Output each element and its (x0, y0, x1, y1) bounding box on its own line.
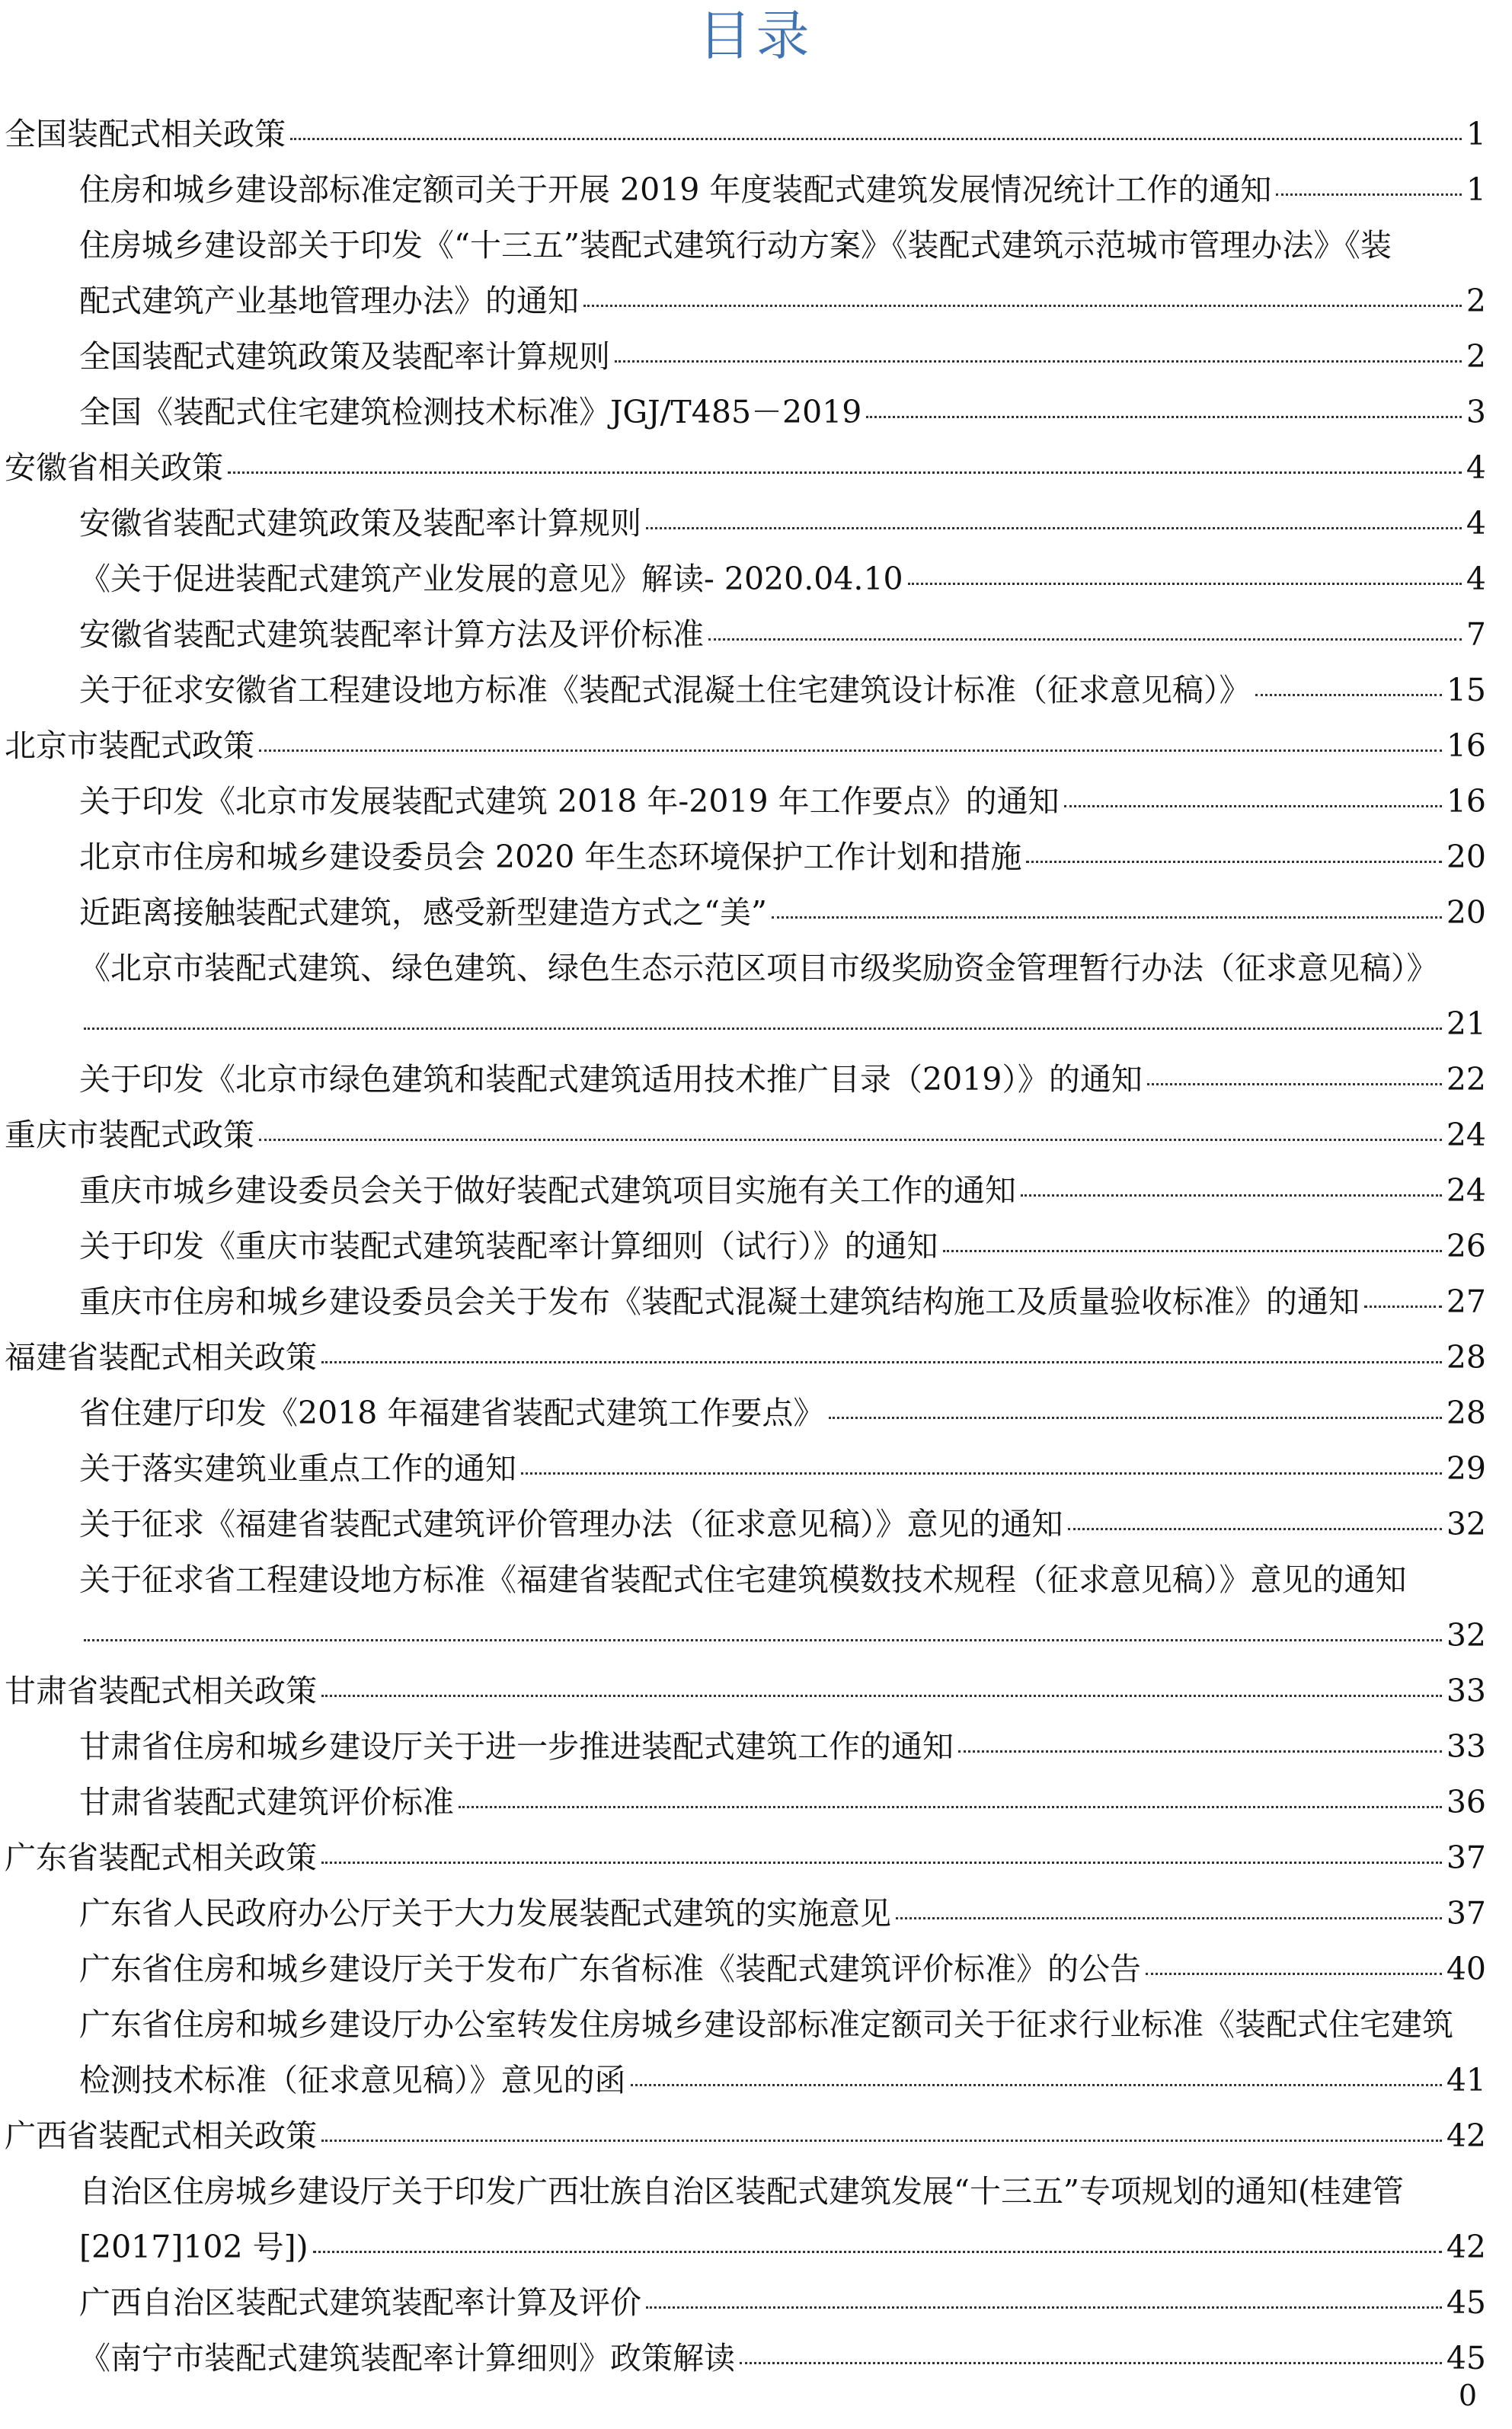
toc-page-number: 15 (1446, 672, 1486, 708)
toc-entry-text: 安徽省装配式建筑装配率计算方法及评价标准 (79, 616, 704, 653)
dot-leader (459, 1775, 1442, 1808)
toc-entry-text: 广西省装配式相关政策 (5, 2117, 317, 2154)
page-number: 0 (1458, 2379, 1477, 2412)
toc-item-entry[interactable] (5, 1385, 1486, 1441)
toc-page-number: 36 (1446, 1784, 1486, 1820)
toc-item-entry[interactable] (5, 2053, 1486, 2108)
toc-page-number: 45 (1446, 2340, 1486, 2376)
toc-entry-text: 《南宁市装配式建筑装配率计算细则》政策解读 (79, 2340, 735, 2376)
dot-leader (958, 1719, 1442, 1753)
toc-entry-text: 安徽省相关政策 (5, 449, 223, 486)
toc-page-number: 37 (1446, 1895, 1486, 1932)
toc-page-number: 7 (1466, 616, 1486, 653)
dot-leader (943, 1219, 1442, 1252)
toc-entry-text: 关于征求省工程建设地方标准《福建省装配式住宅建筑模数技术规程（征求意见稿）》意见的通知 (79, 1561, 1407, 1598)
toc-page-number: 32 (1446, 1506, 1486, 1542)
toc-page-number: 33 (1446, 1728, 1486, 1765)
toc-page-number: 3 (1466, 394, 1486, 430)
toc-page-number: 4 (1466, 505, 1486, 542)
dot-leader (866, 385, 1462, 418)
toc-entry-text: 近距离接触装配式建筑，感受新型建造方式之“美” (79, 894, 767, 931)
toc-page-number: 24 (1446, 1172, 1486, 1209)
toc-item-entry[interactable] (5, 941, 1486, 996)
toc-entry-text: 全国装配式相关政策 (5, 116, 286, 152)
toc-entry-text: 《北京市装配式建筑、绿色建筑、绿色生态示范区项目市级奖励资金管理暂行办法（征求意见稿）》 (79, 950, 1438, 986)
toc-entry-text: 关于落实建筑业重点工作的通知 (79, 1450, 516, 1487)
toc-page-number: 32 (1446, 1617, 1486, 1654)
toc-entry-text: 甘肃省装配式建筑评价标准 (79, 1784, 454, 1820)
toc-entry-text: 广东省装配式相关政策 (5, 1839, 317, 1876)
toc-item-entry[interactable] (5, 1441, 1486, 1497)
toc-entry-text: 广西自治区装配式建筑装配率计算及评价 (79, 2284, 641, 2321)
dot-leader (1064, 774, 1442, 807)
toc-page-number: 33 (1446, 1673, 1486, 1709)
dot-leader (896, 1886, 1442, 1919)
dot-leader (313, 2220, 1442, 2253)
dot-leader (646, 496, 1462, 529)
toc-title: 目录 (698, 5, 814, 67)
toc-entry-text: 《关于促进装配式建筑产业发展的意见》解读- 2020.04.10 (79, 561, 903, 597)
toc-entry-text: 住房城乡建设部关于印发《“十三五”装配式建筑行动方案》《装配式建筑示范城市管理办法》《装 (79, 227, 1392, 264)
toc-item-entry[interactable] (5, 1886, 1486, 1942)
dot-leader (1026, 829, 1441, 863)
toc-page-number: 2 (1466, 283, 1486, 319)
toc-page-number: 24 (1446, 1117, 1486, 1153)
toc-entry-text: 广东省住房和城乡建设厅办公室转发住房城乡建设部标准定额司关于征求行业标准《装配式住宅建筑 (79, 2006, 1453, 2043)
toc-entry-text: 重庆市住房和城乡建设委员会关于发布《装配式混凝土建筑结构施工及质量验收标准》的通知 (79, 1283, 1360, 1320)
toc-item-entry[interactable] (5, 1163, 1486, 1219)
dot-leader (631, 2053, 1442, 2086)
toc-item-entry[interactable] (5, 829, 1486, 885)
toc-item-entry[interactable] (5, 1219, 1486, 1274)
toc-entry-text: 甘肃省装配式相关政策 (5, 1673, 317, 1709)
toc-entry-text: 全国《装配式住宅建筑检测技术标准》JGJ/T485－2019 (79, 394, 862, 430)
toc-entry-text: 省住建厅印发《2018 年福建省装配式建筑工作要点》 (79, 1395, 825, 1431)
dot-leader (646, 2275, 1442, 2309)
toc-item-entry[interactable] (5, 996, 1486, 1052)
toc-page-number: 20 (1446, 894, 1486, 931)
toc-item-entry[interactable] (5, 1942, 1486, 1997)
toc-entry-text: 甘肃省住房和城乡建设厅关于进一步推进装配式建筑工作的通知 (79, 1728, 954, 1765)
dot-leader (583, 273, 1462, 307)
toc-entry-text: [2017]102 号]) (79, 2229, 308, 2265)
toc-page-number: 29 (1446, 1450, 1486, 1487)
dot-leader (615, 329, 1462, 363)
toc-entry-text: 安徽省装配式建筑政策及装配率计算规则 (79, 505, 641, 542)
toc-section-entry[interactable] (5, 1330, 1486, 1385)
toc-page-number: 42 (1446, 2229, 1486, 2265)
dot-leader (740, 2331, 1442, 2364)
dot-leader (772, 885, 1442, 919)
toc-item-entry[interactable] (5, 162, 1486, 218)
toc-entry-text: 广东省住房和城乡建设厅关于发布广东省标准《装配式建筑评价标准》的公告 (79, 1951, 1141, 1987)
toc-page-number: 2 (1466, 338, 1486, 375)
toc-item-entry[interactable] (5, 1497, 1486, 1552)
toc-item-entry[interactable] (5, 551, 1486, 607)
toc-page-number: 21 (1446, 1005, 1486, 1042)
toc-item-entry[interactable] (5, 1608, 1486, 1664)
toc-item-entry[interactable] (5, 2220, 1486, 2275)
dot-leader (1068, 1497, 1442, 1530)
dot-leader (259, 718, 1442, 752)
toc-page-number: 4 (1466, 449, 1486, 486)
toc-page-number: 28 (1446, 1339, 1486, 1376)
dot-leader (521, 1441, 1442, 1475)
dot-leader (321, 1664, 1442, 1697)
dot-leader (1276, 162, 1462, 196)
toc-section-entry[interactable] (5, 2108, 1486, 2164)
toc-item-entry[interactable] (5, 1719, 1486, 1775)
dot-leader (1364, 1274, 1442, 1308)
dot-leader (84, 1608, 1442, 1641)
toc-entry-text: 检测技术标准（征求意见稿）》意见的函 (79, 2062, 626, 2098)
toc-item-entry[interactable] (5, 885, 1486, 941)
toc-section-entry[interactable] (5, 1107, 1486, 1163)
toc-section-entry[interactable] (5, 440, 1486, 496)
toc-page-number: 4 (1466, 561, 1486, 597)
toc-item-entry[interactable] (5, 385, 1486, 440)
toc-entry-text: 关于征求安徽省工程建设地方标准《装配式混凝土住宅建筑设计标准（征求意见稿）》 (79, 672, 1251, 708)
toc-entry-text: 配式建筑产业基地管理办法》的通知 (79, 283, 579, 319)
toc-entry-text: 北京市装配式政策 (5, 727, 254, 764)
dot-leader (259, 1107, 1442, 1141)
toc-page-number: 22 (1446, 1061, 1486, 1098)
toc-entry-text: 关于印发《北京市绿色建筑和装配式建筑适用技术推广目录（2019）》的通知 (79, 1061, 1143, 1098)
toc-page-number: 1 (1466, 171, 1486, 208)
toc-entry-text: 自治区住房城乡建设厅关于印发广西壮族自治区装配式建筑发展“十三五”专项规划的通知(桂建管 (79, 2173, 1404, 2210)
toc-page-number: 28 (1446, 1395, 1486, 1431)
toc-section-entry[interactable] (5, 1830, 1486, 1886)
toc-page-number: 26 (1446, 1228, 1486, 1264)
dot-leader (1021, 1163, 1442, 1197)
table-of-contents (5, 107, 1486, 2386)
dot-leader (228, 440, 1462, 474)
dot-leader (321, 1830, 1442, 1864)
toc-item-entry[interactable] (5, 329, 1486, 385)
toc-page-number: 16 (1446, 727, 1486, 764)
toc-page-number: 20 (1446, 839, 1486, 875)
toc-item-entry[interactable] (5, 1997, 1486, 2053)
dot-leader (1147, 1052, 1442, 1085)
toc-page-number: 41 (1446, 2062, 1486, 2098)
toc-entry-text: 北京市住房和城乡建设委员会 2020 年生态环境保护工作计划和措施 (79, 839, 1022, 875)
dot-leader (84, 996, 1442, 1030)
toc-entry-text: 住房和城乡建设部标准定额司关于开展 2019 年度装配式建筑发展情况统计工作的通知 (79, 171, 1272, 208)
toc-item-entry[interactable] (5, 2331, 1486, 2386)
toc-item-entry[interactable] (5, 496, 1486, 551)
toc-page-number: 40 (1446, 1951, 1486, 1987)
dot-leader (290, 107, 1462, 140)
toc-item-entry[interactable] (5, 218, 1486, 273)
toc-item-entry[interactable] (5, 1274, 1486, 1330)
toc-section-entry[interactable] (5, 718, 1486, 774)
toc-item-entry[interactable] (5, 2164, 1486, 2220)
toc-page-number: 1 (1466, 116, 1486, 152)
toc-entry-text: 重庆市装配式政策 (5, 1117, 254, 1153)
toc-entry-text: 重庆市城乡建设委员会关于做好装配式建筑项目实施有关工作的通知 (79, 1172, 1016, 1209)
toc-page-number: 45 (1446, 2284, 1486, 2321)
toc-entry-text: 广东省人民政府办公厅关于大力发展装配式建筑的实施意见 (79, 1895, 891, 1932)
toc-page-number: 42 (1446, 2117, 1486, 2154)
dot-leader (321, 2108, 1442, 2142)
toc-entry-text: 全国装配式建筑政策及装配率计算规则 (79, 338, 610, 375)
toc-entry-text: 关于征求《福建省装配式建筑评价管理办法（征求意见稿）》意见的通知 (79, 1506, 1063, 1542)
toc-page-number: 37 (1446, 1839, 1486, 1876)
toc-page-number: 16 (1446, 783, 1486, 820)
toc-entry-text: 关于印发《重庆市装配式建筑装配率计算细则（试行）》的通知 (79, 1228, 938, 1264)
dot-leader (1146, 1942, 1442, 1975)
dot-leader (708, 607, 1462, 641)
dot-leader (321, 1330, 1442, 1363)
toc-entry-text: 关于印发《北京市发展装配式建筑 2018 年-2019 年工作要点》的通知 (79, 783, 1060, 820)
dot-leader (1255, 663, 1442, 696)
toc-item-entry[interactable] (5, 607, 1486, 663)
toc-item-entry[interactable] (5, 273, 1486, 329)
toc-section-entry[interactable] (5, 1664, 1486, 1719)
toc-item-entry[interactable] (5, 1052, 1486, 1107)
toc-section-entry[interactable] (5, 107, 1486, 162)
dot-leader (829, 1385, 1441, 1419)
toc-item-entry[interactable] (5, 1552, 1486, 1608)
dot-leader (908, 551, 1462, 585)
toc-item-entry[interactable] (5, 1775, 1486, 1830)
toc-item-entry[interactable] (5, 774, 1486, 829)
toc-item-entry[interactable] (5, 663, 1486, 718)
toc-entry-text: 福建省装配式相关政策 (5, 1339, 317, 1376)
toc-page-number: 27 (1446, 1283, 1486, 1320)
toc-item-entry[interactable] (5, 2275, 1486, 2331)
